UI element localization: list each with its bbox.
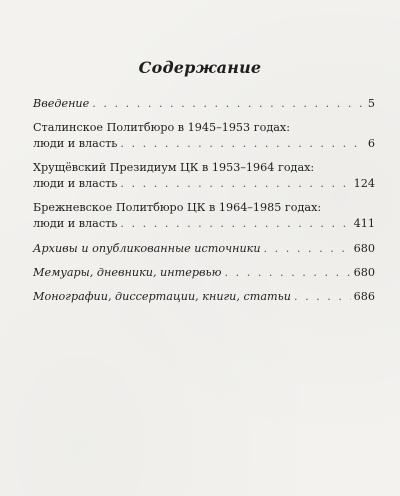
toc-page-number: 411 — [353, 217, 375, 230]
toc-entry-title: Хрущёвский Президиум ЦК в 1953–1964 годах: — [33, 161, 315, 174]
toc-entry-khrushchev-presidium — [33, 160, 375, 192]
toc-entry-title: Брежневское Политбюро ЦК в 1964–1985 годах: — [33, 201, 322, 214]
toc-entry-title: Сталинское Политбюро в 1945–1953 годах: — [33, 121, 290, 134]
dot-leader — [224, 265, 350, 281]
toc-page-number: 5 — [367, 97, 375, 110]
toc-entry-monographs — [33, 289, 375, 305]
dot-leader — [120, 176, 350, 192]
toc-entry-title: Архивы и опубликованные источники — [33, 242, 261, 255]
contents-heading: Содержание — [138, 58, 262, 77]
toc-entry-title: Мемуары, дневники, интервью — [33, 266, 222, 279]
toc-entry-title-continued: люди и власть — [33, 177, 118, 190]
toc-entry-memoirs — [33, 265, 375, 281]
dot-leader — [92, 96, 365, 112]
toc-entry-stalin-politburo — [33, 120, 375, 152]
toc-page-number: 686 — [353, 290, 375, 303]
toc-entry-brezhnev-politburo — [33, 200, 375, 232]
toc-entry-title-continued: люди и власть — [33, 217, 118, 230]
toc-entry-title-continued: люди и власть — [33, 137, 118, 150]
dot-leader — [120, 136, 364, 152]
toc-page-number: 124 — [353, 177, 375, 190]
dot-leader — [294, 289, 351, 305]
toc-entry-title: Введение — [33, 97, 90, 110]
table-of-contents — [33, 96, 375, 305]
toc-page-number: 6 — [367, 137, 375, 150]
toc-page-number: 680 — [353, 266, 375, 279]
toc-entry-archives — [33, 241, 375, 257]
dot-leader — [120, 216, 350, 232]
dot-leader — [264, 241, 351, 257]
toc-entry-title: Монографии, диссертации, книги, статьи — [33, 290, 291, 303]
toc-entry-introduction — [33, 96, 375, 112]
toc-page-number: 680 — [353, 242, 375, 255]
